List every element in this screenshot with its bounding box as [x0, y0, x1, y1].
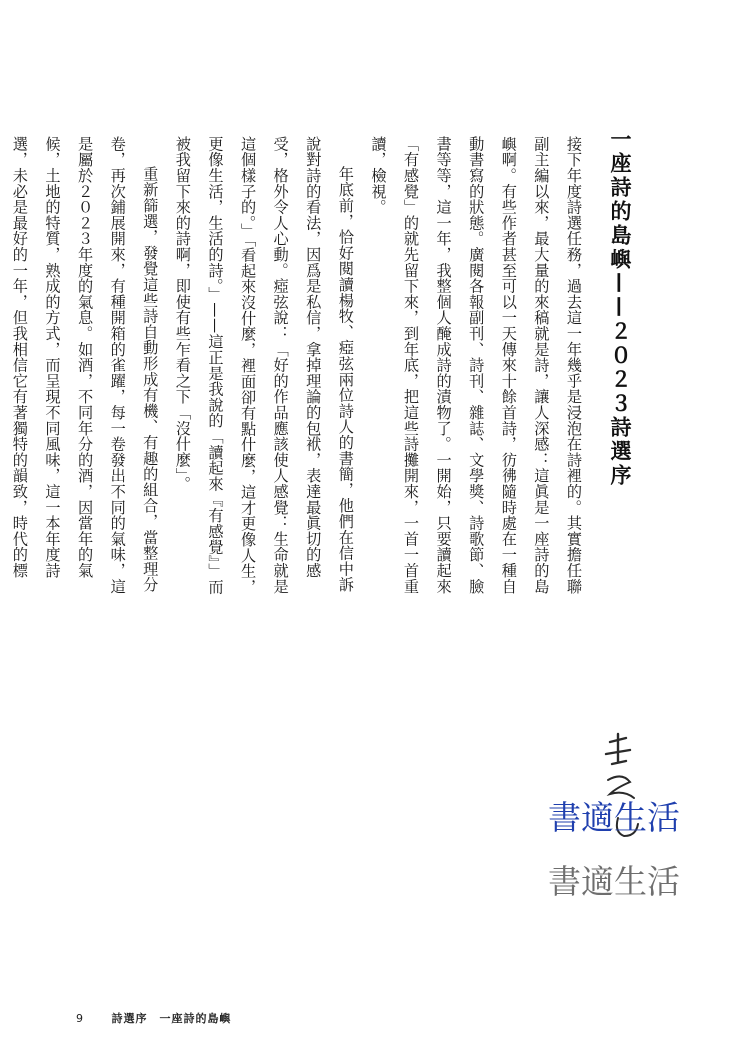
paragraph-1: 接下年度詩選任務，過去這一年幾乎是浸泡在詩裡的。其實擔任聯副主編以來，最大量的來稿就是詩，讓人深感：這眞是一座詩的島嶼啊。有些作者甚至可以一天傳來十餘首詩，彷彿隨時處在一種自動書寫的狀態。廣閱各報副刊、詩刊、雜誌、文學獎、詩歌節、臉書等等，這一年，我整個人醃成詩的漬物了。一開始，只要讀起來「有感覺」的就先留下來，到年底，把這些詩攤開來，一首一首重讀，檢視。 — [369, 136, 583, 595]
paragraph-3: 重新篩選，發覺這些詩自動形成有機、有趣的組合，當整理分卷，再次鋪展開來，有種開箱的雀躍，每一卷發出不同的氣味，這是屬於２０２３年度的氣息。如酒，不同年分的酒，因當年的氣候，土地的特質，熟成的方式，而呈現不同風味，這一本年度詩選，未必是最好的一年，但我相信它有著獨特的韻致，時代的標 — [10, 136, 160, 595]
paragraph-2: 年底前，恰好閱讀楊牧、瘂弦兩位詩人的書簡，他們在信中訴說對詩的看法，因爲是私信，拿掉理論的包袱，表達最眞切的感受，格外令人心動。瘂弦說：「好的作品應該使人感覺：生命就是這個樣子的。」「看起來沒什麼，裡面卻有點什麼，這才更像人生，更像生活，生活的詩。」——這正是我說的「讀起來『有感覺』」而被我留下來的詩啊，即使有些乍看之下「沒什麼」。 — [173, 136, 355, 595]
publisher-watermark-blue: 書適生活 — [548, 798, 680, 837]
running-head: 詩選序 一座詩的島嶼 — [111, 1012, 232, 1025]
publisher-watermark-gray: 書適生活 — [548, 862, 680, 901]
page-number: 9 — [76, 1012, 83, 1025]
page-title: 一座詩的島嶼——２０２３詩選序 — [608, 128, 632, 488]
page-footer — [76, 1010, 232, 1026]
body-text — [10, 136, 590, 606]
